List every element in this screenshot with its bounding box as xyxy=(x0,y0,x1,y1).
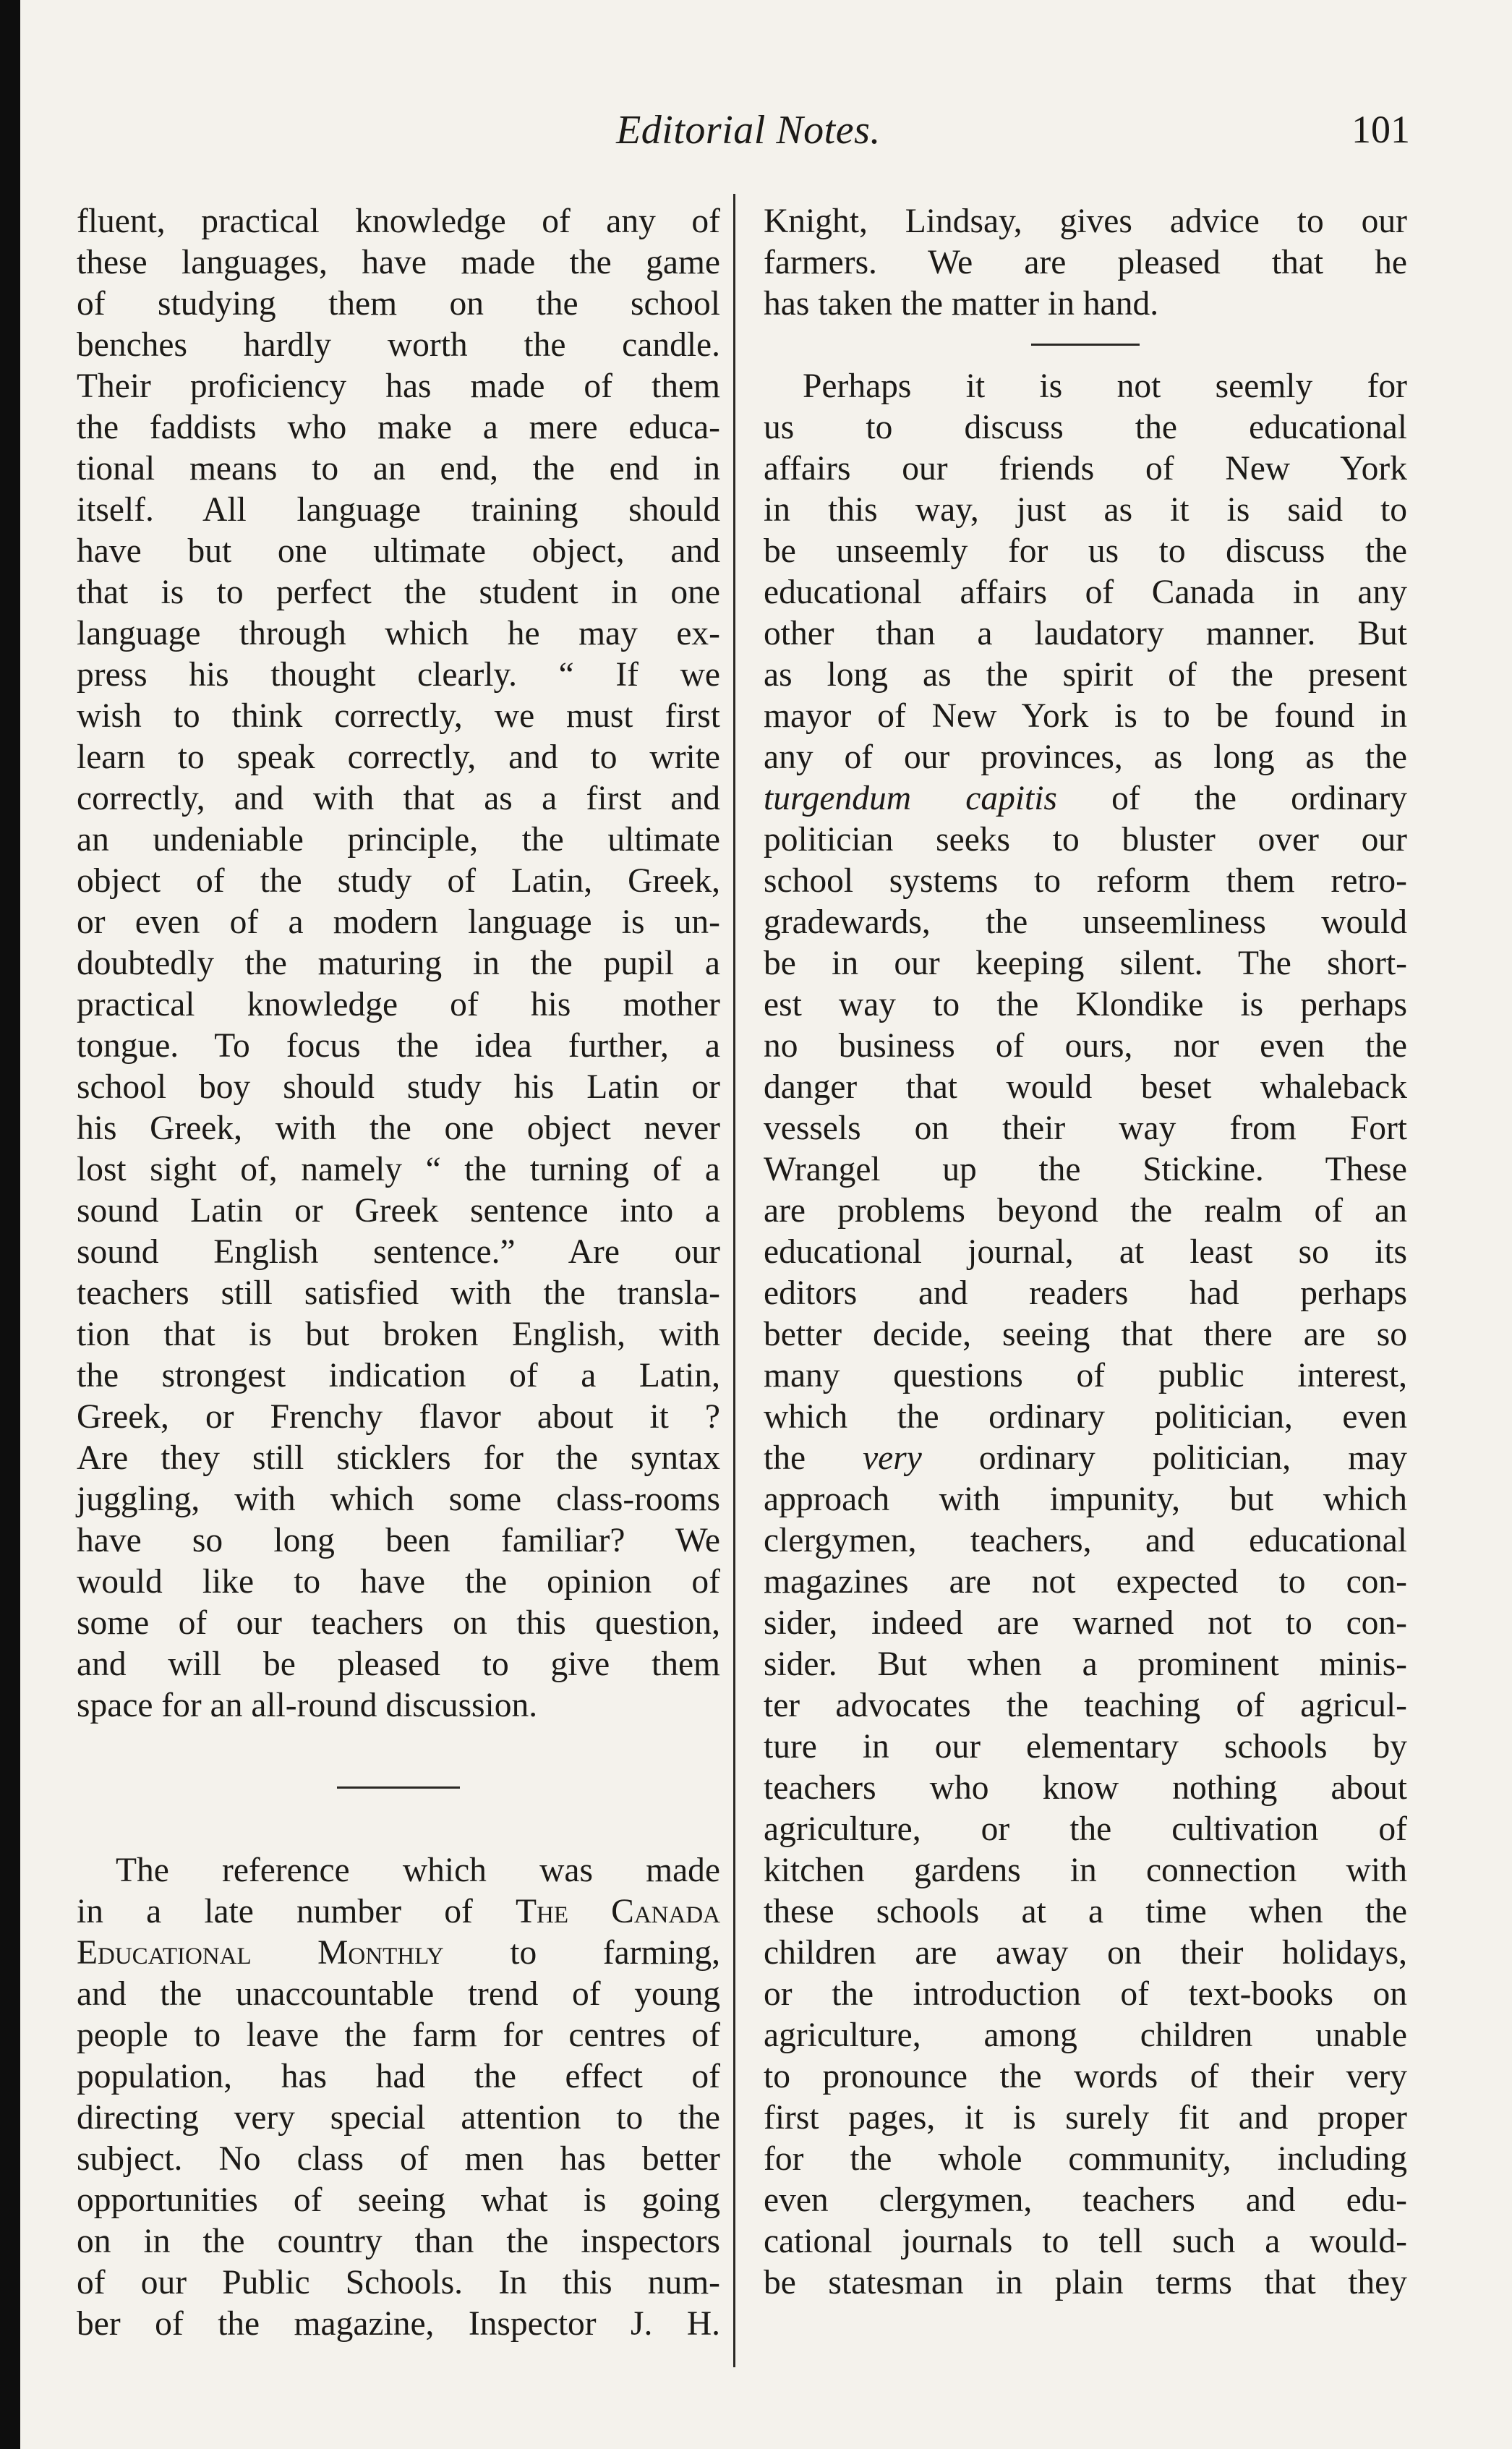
text-line: sider, indeed are warned not to con- xyxy=(764,1604,1407,1642)
text-line: Knight, Lindsay, gives advice to our xyxy=(764,203,1407,240)
text-line: better decide, seeing that there are so xyxy=(764,1316,1407,1353)
text-line: affairs our friends of New York xyxy=(764,450,1407,487)
text-line: as long as the spirit of the present xyxy=(764,656,1407,694)
text-line: press his thought clearly. “ If we xyxy=(77,656,720,694)
text-line: many questions of public interest, xyxy=(764,1357,1407,1394)
text-line: tongue. To focus the idea further, a xyxy=(77,1027,720,1065)
text-line: learn to speak correctly, and to write xyxy=(77,738,720,776)
scan-edge xyxy=(0,0,20,2449)
text-line: kitchen gardens in connection with xyxy=(764,1852,1407,1889)
text-line: Educational Monthly to farming, xyxy=(77,1934,721,1972)
text-line: politician seeks to bluster over our xyxy=(764,821,1407,859)
emphasis: very xyxy=(863,1439,922,1477)
text-line: educational affairs of Canada in any xyxy=(764,574,1407,611)
text-line: be statesman in plain terms that they xyxy=(764,2264,1407,2301)
magazine-name: Educational Monthly xyxy=(77,1934,444,1972)
text-line: juggling, with which some class-rooms xyxy=(77,1481,720,1518)
paragraph-farming xyxy=(77,1850,720,2345)
text-line: danger that would beset whaleback xyxy=(764,1068,1407,1106)
text-line: subject. No class of men has better xyxy=(77,2140,720,2178)
text-line: any of our provinces, as long as the xyxy=(764,738,1407,776)
text-line: cational journals to tell such a would- xyxy=(764,2223,1407,2260)
text-line: which the ordinary politician, even xyxy=(764,1398,1407,1436)
text-line: the very ordinary politician, may xyxy=(764,1439,1407,1477)
text-line: and the unaccountable trend of young xyxy=(77,1975,720,2013)
text-line: have but one ultimate object, and xyxy=(77,532,720,570)
text-line: ture in our elementary schools by xyxy=(764,1728,1407,1766)
text-line: the faddists who make a mere educa- xyxy=(77,409,720,446)
text-line: and will be pleased to give them xyxy=(77,1645,720,1683)
text-line: doubtedly the maturing in the pupil a xyxy=(77,945,720,982)
text-line: of studying them on the school xyxy=(77,285,720,323)
text-line: tion that is but broken English, with xyxy=(77,1316,720,1353)
text-line: itself. All language training should xyxy=(77,491,720,529)
text-line: children are away on their holidays, xyxy=(764,1934,1407,1972)
text-line: the strongest indication of a Latin, xyxy=(77,1357,720,1394)
text-line: or the introduction of text-books on xyxy=(764,1975,1407,2013)
text-line: ber of the magazine, Inspector J. H. xyxy=(77,2305,720,2343)
text-line: to pronounce the words of their very xyxy=(764,2058,1407,2095)
paragraph-languages xyxy=(77,201,720,1726)
text-line: farmers. We are pleased that he xyxy=(764,244,1407,281)
text-line: his Greek, with the one object never xyxy=(77,1109,720,1147)
text-line: be in our keeping silent. The short- xyxy=(764,945,1407,982)
text-line: est way to the Klondike is perhaps xyxy=(764,986,1407,1023)
text-line: are problems beyond the realm of an xyxy=(764,1192,1407,1230)
text-line: Wrangel up the Stickine. These xyxy=(764,1151,1407,1188)
text-line: clergymen, teachers, and educational xyxy=(764,1522,1407,1559)
text-line: turgendum capitis of the ordinary xyxy=(764,780,1408,817)
text-line: opportunities of seeing what is going xyxy=(77,2181,720,2219)
text-line: language through which he may ex- xyxy=(77,615,720,652)
text-line: population, has had the effect of xyxy=(77,2058,720,2095)
text-line: people to leave the farm for centres of xyxy=(77,2016,720,2054)
text-line: some of our teachers on this question, xyxy=(77,1604,720,1642)
text-line: Are they still sticklers for the syntax xyxy=(77,1439,720,1477)
text-line: educational journal, at least so its xyxy=(764,1233,1407,1271)
text-line: tional means to an end, the end in xyxy=(77,450,720,487)
text-line: mayor of New York is to be found in xyxy=(764,697,1407,735)
text-line: benches hardly worth the candle. xyxy=(77,326,720,364)
text-line: gradewards, the unseemliness would xyxy=(764,903,1407,941)
text-line: in this way, just as it is said to xyxy=(764,491,1407,529)
page-number: 101 xyxy=(1351,108,1410,151)
column-rule xyxy=(733,194,735,2367)
text-line: school boy should study his Latin or xyxy=(77,1068,720,1106)
text-line: directing very special attention to the xyxy=(77,2099,720,2137)
text-line: first pages, it is surely fit and proper xyxy=(764,2099,1407,2137)
text-line: practical knowledge of his mother xyxy=(77,986,720,1023)
text-line: ter advocates the teaching of agricul- xyxy=(764,1687,1407,1724)
left-column xyxy=(77,201,720,2345)
text-line: have so long been familiar? We xyxy=(77,1522,720,1559)
text-line: agriculture, or the cultivation of xyxy=(764,1810,1407,1848)
text-line: an undeniable principle, the ultimate xyxy=(77,821,720,859)
text-line: school systems to reform them retro- xyxy=(764,862,1407,900)
text-line: teachers still satisfied with the transla- xyxy=(77,1274,720,1312)
text-line: in a late number of The Canada xyxy=(77,1893,720,1930)
text-line: for the whole community, including xyxy=(764,2140,1407,2178)
text-line: magazines are not expected to con- xyxy=(764,1563,1407,1601)
text-line: other than a laudatory manner. But xyxy=(764,615,1407,652)
text-line: vessels on their way from Fort xyxy=(764,1109,1407,1147)
text-line: sound English sentence.” Are our xyxy=(77,1233,720,1271)
text-line: fluent, practical knowledge of any of xyxy=(77,203,720,240)
text-line: would like to have the opinion of xyxy=(77,1563,720,1601)
text-line: wish to think correctly, we must first xyxy=(77,697,720,735)
paragraph-inspector xyxy=(764,201,1407,325)
text-line: even clergymen, teachers and edu- xyxy=(764,2181,1407,2219)
text-line: approach with impunity, but which xyxy=(764,1481,1407,1518)
text-line: space for an all-round discussion. xyxy=(77,1687,538,1724)
text-line: these schools at a time when the xyxy=(764,1893,1407,1930)
text-line: teachers who know nothing about xyxy=(764,1769,1407,1807)
text-line: Greek, or Frenchy flavor about it ? xyxy=(77,1398,720,1436)
text-line: editors and readers had perhaps xyxy=(764,1274,1407,1312)
text-line: correctly, and with that as a first and xyxy=(77,780,720,817)
text-line: of our Public Schools. In this num- xyxy=(77,2264,720,2301)
text-line: sider. But when a prominent minis- xyxy=(764,1645,1407,1683)
text-line: sound Latin or Greek sentence into a xyxy=(77,1192,720,1230)
page-header xyxy=(87,107,1410,165)
section-divider xyxy=(77,1768,720,1809)
text-line: or even of a modern language is un- xyxy=(77,903,720,941)
text-line: lost sight of, namely “ the turning of a xyxy=(77,1151,720,1188)
text-line: object of the study of Latin, Greek, xyxy=(77,862,720,900)
text-line: no business of ours, nor even the xyxy=(764,1027,1407,1065)
text-line: Perhaps it is not seemly for xyxy=(803,367,1407,405)
right-column xyxy=(764,201,1407,2304)
text-line: agriculture, among children unable xyxy=(764,2016,1407,2054)
text-line: has taken the matter in hand. xyxy=(764,285,1159,323)
text-line: us to discuss the educational xyxy=(764,409,1407,446)
latin-phrase: turgendum capitis xyxy=(764,780,1057,817)
text-line: on in the country than the inspectors xyxy=(77,2223,720,2260)
text-line: be unseemly for us to discuss the xyxy=(764,532,1407,570)
magazine-name: The Canada xyxy=(516,1893,720,1930)
text-line: that is to perfect the student in one xyxy=(77,574,720,611)
text-line: The reference which was made xyxy=(116,1852,720,1889)
paragraph-new-york xyxy=(764,366,1407,2304)
running-title: Editorial Notes. xyxy=(616,108,881,153)
text-line: these languages, have made the game xyxy=(77,244,720,281)
text-line: Their proficiency has made of them xyxy=(77,367,720,405)
section-divider xyxy=(764,325,1407,366)
